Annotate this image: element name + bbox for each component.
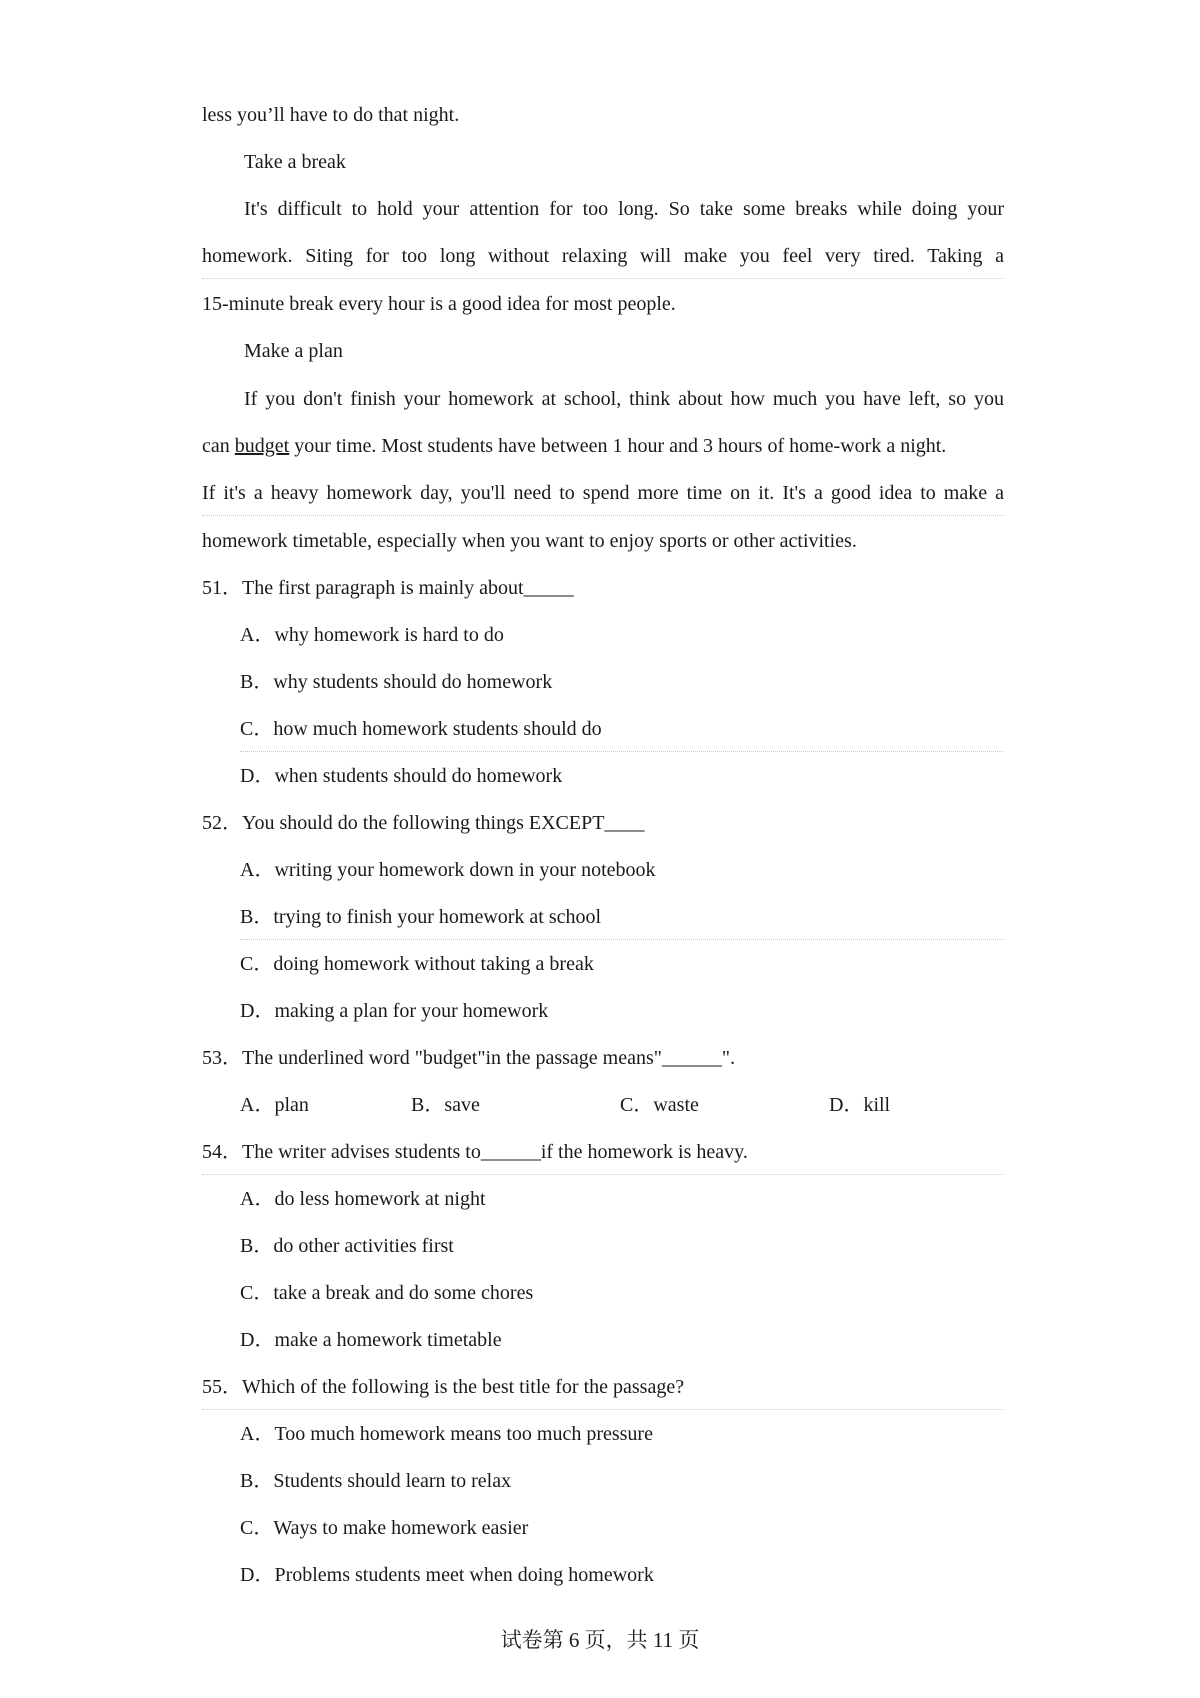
option-55-c[interactable]: C．Ways to make homework easier	[240, 1517, 529, 1539]
section-heading-take-a-break: Take a break	[244, 151, 346, 173]
option-51-d[interactable]: D．when students should do homework	[240, 765, 563, 787]
passage-line: If you don't finish your homework at school, think about how much you have left, so you	[244, 388, 1004, 410]
question-stem-51: 51．The first paragraph is mainly about_____	[202, 577, 574, 599]
option-51-c[interactable]: C．how much homework students should do	[240, 718, 602, 740]
option-54-b[interactable]: B．do other activities first	[240, 1235, 454, 1257]
divider	[240, 751, 1004, 752]
question-stem-55: 55．Which of the following is the best title for the passage?	[202, 1376, 685, 1398]
option-52-d[interactable]: D．making a plan for your homework	[240, 1000, 549, 1022]
option-53-d[interactable]: D．kill	[829, 1094, 891, 1116]
divider	[202, 1174, 1004, 1175]
section-heading-make-a-plan: Make a plan	[244, 340, 343, 362]
text-segment: can	[202, 435, 235, 457]
question-stem-52: 52．You should do the following things EXCEPT____	[202, 812, 645, 834]
option-53-b[interactable]: B．save	[411, 1094, 480, 1116]
option-51-b[interactable]: B．why students should do homework	[240, 671, 553, 693]
passage-line: homework timetable, especially when you want to enjoy sports or other activities.	[202, 530, 857, 552]
question-stem-54: 54．The writer advises students to______if the homework is heavy.	[202, 1141, 748, 1163]
passage-line: less you’ll have to do that night.	[202, 104, 460, 126]
option-52-c[interactable]: C．doing homework without taking a break	[240, 953, 594, 975]
text-segment: your time. Most students have between 1 hour and 3 hours of home-work a night.	[289, 435, 947, 457]
option-54-c[interactable]: C．take a break and do some chores	[240, 1282, 534, 1304]
option-54-a[interactable]: A．do less homework at night	[240, 1188, 486, 1210]
option-55-d[interactable]: D．Problems students meet when doing homework	[240, 1564, 654, 1586]
divider	[202, 515, 1004, 516]
option-54-d[interactable]: D．make a homework timetable	[240, 1329, 502, 1351]
divider	[240, 939, 1004, 940]
option-55-a[interactable]: A．Too much homework means too much pressure	[240, 1423, 653, 1445]
divider	[202, 278, 1004, 279]
option-53-a[interactable]: A．plan	[240, 1094, 309, 1116]
option-53-c[interactable]: C．waste	[620, 1094, 699, 1116]
passage-line: It's difficult to hold your attention for too long. So take some breaks while doing your	[244, 198, 1004, 220]
passage-line	[202, 432, 1004, 460]
option-55-b[interactable]: B．Students should learn to relax	[240, 1470, 512, 1492]
passage-line: If it's a heavy homework day, you'll need to spend more time on it. It's a good idea to make a	[202, 482, 1004, 504]
underlined-word-budget: budget	[234, 435, 290, 457]
passage-line: 15-minute break every hour is a good idea for most people.	[202, 293, 676, 315]
divider	[202, 1409, 1004, 1410]
passage-line: homework. Siting for too long without relaxing will make you feel very tired. Taking a	[202, 245, 1004, 267]
page-footer: 试卷第 6 页，共 11 页	[500, 1628, 700, 1652]
option-52-b[interactable]: B．trying to finish your homework at school	[240, 906, 602, 928]
question-stem-53: 53．The underlined word "budget"in the passage means"______".	[202, 1047, 736, 1069]
option-51-a[interactable]: A．why homework is hard to do	[240, 624, 504, 646]
option-52-a[interactable]: A．writing your homework down in your notebook	[240, 859, 656, 881]
